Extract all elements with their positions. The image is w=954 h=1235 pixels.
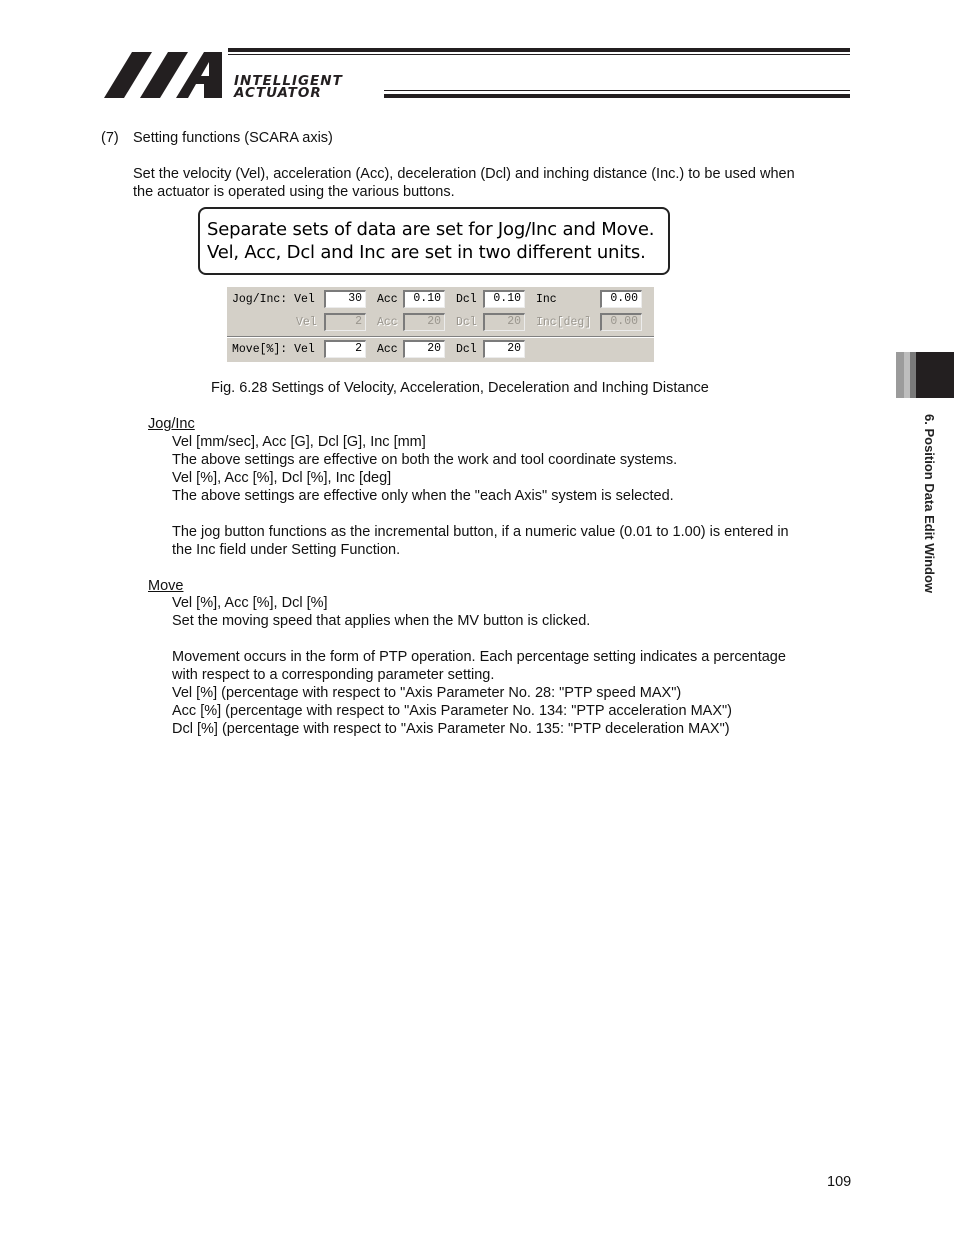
deg-acc-label: Acc <box>377 316 398 329</box>
jog-inc-line-6: the Inc field under Setting Function. <box>172 542 401 558</box>
jog-dcl-input[interactable]: 0.10 <box>483 290 525 308</box>
figure-caption: Fig. 6.28 Settings of Velocity, Acceleration, Deceleration and Inching Distance <box>211 380 709 396</box>
jog-acc-label: Acc <box>377 293 398 306</box>
deg-acc-input: 20 <box>403 313 445 331</box>
move-line-3: Movement occurs in the form of PTP operation. Each percentage setting indicates a percentage <box>172 649 786 665</box>
section-number: (7) <box>101 130 119 146</box>
move-vel-input[interactable]: 2 <box>324 340 366 358</box>
jog-inc-heading-text: Jog/Inc <box>148 416 195 432</box>
move-line-7: Dcl [%] (percentage with respect to "Axis Parameter No. 135: "PTP deceleration MAX") <box>172 721 730 737</box>
jog-inc-line-1: Vel [mm/sec], Acc [G], Dcl [G], Inc [mm] <box>172 434 426 450</box>
setting-functions-panel <box>227 287 654 362</box>
intro-line-1: Set the velocity (Vel), acceleration (Acc), deceleration (Dcl) and inching distance (Inc.) to be used when <box>133 166 795 182</box>
move-dcl-label: Dcl <box>456 343 477 356</box>
jog-inc-label: Inc <box>536 293 557 306</box>
jog-inc-heading <box>148 415 195 433</box>
move-acc-input[interactable]: 20 <box>403 340 445 358</box>
intro-line-2: the actuator is operated using the various buttons. <box>133 184 455 200</box>
deg-vel-label: Vel <box>296 316 317 329</box>
move-acc-label: Acc <box>377 343 398 356</box>
jog-inc-line-2: The above settings are effective on both the work and tool coordinate systems. <box>172 452 678 468</box>
section-title: Setting functions (SCARA axis) <box>133 130 333 146</box>
jog-dcl-label: Dcl <box>456 293 477 306</box>
logo-text-intelligent: INTELLIGENT <box>234 73 343 89</box>
jog-inc-line-4: The above settings are effective only when the "each Axis" system is selected. <box>172 488 674 504</box>
jog-inc-vel-label: Jog/Inc: Vel <box>232 293 315 306</box>
move-line-4: with respect to a corresponding parameter setting. <box>172 667 495 683</box>
move-line-2: Set the moving speed that applies when the MV button is clicked. <box>172 613 591 629</box>
jog-inc-line-5: The jog button functions as the incremental button, if a numeric value (0.01 to 1.00) is entered in <box>172 524 789 540</box>
move-line-6: Acc [%] (percentage with respect to "Axis Parameter No. 134: "PTP acceleration MAX") <box>172 703 732 719</box>
jog-inc-row <box>227 289 654 313</box>
move-line-1: Vel [%], Acc [%], Dcl [%] <box>172 595 328 611</box>
jog-inc-input[interactable]: 0.00 <box>600 290 642 308</box>
ia-mark-icon <box>104 48 234 102</box>
deg-vel-input: 2 <box>324 313 366 331</box>
move-line-5: Vel [%] (percentage with respect to "Axis Parameter No. 28: "PTP speed MAX") <box>172 685 682 701</box>
move-vel-label: Move[%]: Vel <box>232 343 315 356</box>
jog-acc-input[interactable]: 0.10 <box>403 290 445 308</box>
note-line-2: Vel, Acc, Dcl and Inc are set in two different units. <box>207 242 646 263</box>
move-dcl-input[interactable]: 20 <box>483 340 525 358</box>
deg-inc-input: 0.00 <box>600 313 642 331</box>
deg-dcl-label: Dcl <box>456 316 477 329</box>
move-row <box>227 337 654 362</box>
jog-inc-deg-row <box>227 312 654 336</box>
jog-vel-input[interactable]: 30 <box>324 290 366 308</box>
page-number: 109 <box>827 1174 852 1190</box>
deg-inc-label: Inc[deg] <box>536 316 592 329</box>
deg-dcl-input: 20 <box>483 313 525 331</box>
jog-inc-line-3: Vel [%], Acc [%], Dcl [%], Inc [deg] <box>172 470 392 486</box>
move-heading <box>148 577 183 595</box>
chapter-label-text: 6. Position Data Edit Window <box>922 414 937 593</box>
note-line-1: Separate sets of data are set for Jog/Inc and Move. <box>207 219 655 240</box>
logo-text-actuator: ACTUATOR <box>234 85 322 101</box>
company-logo <box>104 48 850 102</box>
chapter-tab <box>896 352 954 398</box>
move-heading-text: Move <box>148 578 184 594</box>
note-box <box>198 207 670 275</box>
chapter-label <box>913 414 941 634</box>
